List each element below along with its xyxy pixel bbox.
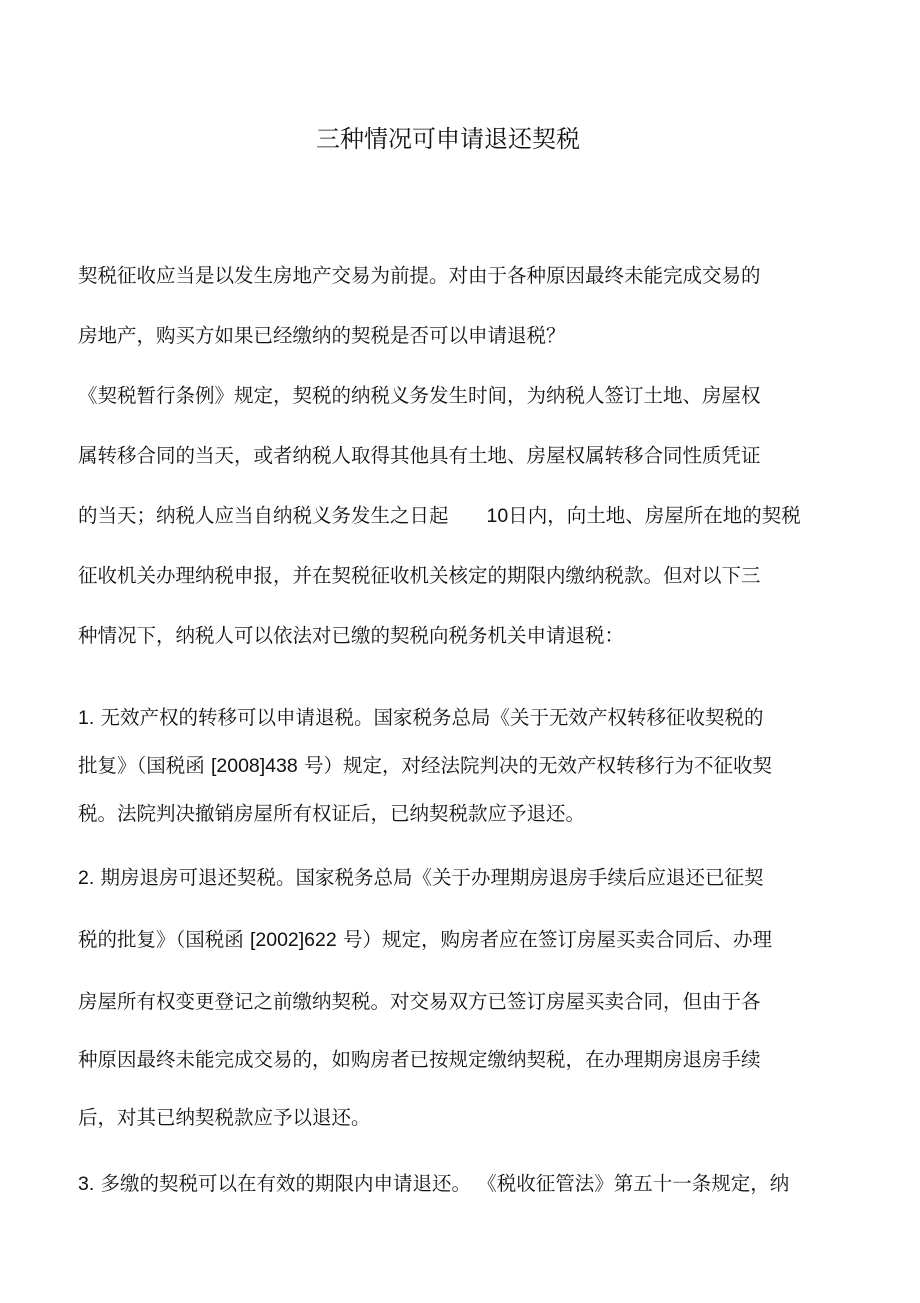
item-2-line-4: 种原因最终未能完成交易的，如购房者已按规定缴纳契税，在办理期房退房手续 — [78, 1048, 761, 1071]
regulation-line-3-text-b: 日内，向土地、房屋所在地的契税 — [508, 504, 801, 527]
regulation-line-3-text-a: 的当天；纳税人应当自纳税义务发生之日起 — [78, 504, 449, 527]
item-3-number: 3. — [78, 1173, 95, 1195]
intro-line-2: 房地产，购买方如果已经缴纳的契税是否可以申请退税？ — [78, 324, 566, 347]
item-2-line-2-text-b: 号）规定，购房者应在签订房屋买卖合同后、办理 — [342, 928, 772, 951]
item-1-line-2-text-b: 号）规定，对经法院判决的无效产权转移行为不征收契 — [303, 754, 772, 777]
item-1-line-3: 税。法院判决撤销房屋所有权证后，已纳契税款应予退还。 — [78, 802, 586, 825]
regulation-line-3 — [78, 502, 801, 530]
regulation-days-number: 10 — [486, 505, 509, 527]
item-1-document-number: [2008]438 — [210, 755, 298, 777]
regulation-line-5: 种情况下，纳税人可以依法对已缴的契税向税务机关申请退税： — [78, 624, 625, 647]
item-2-number: 2. — [78, 867, 95, 889]
item-1-line-1-text: 无效产权的转移可以申请退税。国家税务总局《关于无效产权转移征收契税的 — [100, 706, 764, 729]
item-1-number: 1. — [78, 707, 95, 729]
regulation-line-2: 属转移合同的当天，或者纳税人取得其他具有土地、房屋权属转移合同性质凭证 — [78, 444, 761, 467]
item-2-line-1 — [78, 864, 763, 892]
item-1-line-2-text-a: 批复》（国税函 — [78, 754, 205, 777]
item-1-line-1 — [78, 704, 763, 732]
item-1-line-2 — [78, 752, 772, 780]
regulation-line-1: 《契税暂行条例》规定，契税的纳税义务发生时间，为纳税人签订土地、房屋权 — [78, 384, 761, 407]
item-3-line-1-text-b: 《税收征管法》第五十一条规定，纳 — [477, 1172, 790, 1195]
item-3-line-1-text-a: 多缴的契税可以在有效的期限内申请退还。 — [100, 1172, 471, 1195]
item-2-line-2 — [78, 926, 772, 954]
item-2-line-5: 后，对其已纳契税款应予以退还。 — [78, 1106, 371, 1129]
item-2-document-number: [2002]622 — [249, 929, 337, 951]
item-2-line-1-text: 期房退房可退还契税。国家税务总局《关于办理期房退房手续后应退还已征契 — [100, 866, 764, 889]
item-2-line-3: 房屋所有权变更登记之前缴纳契税。对交易双方已签订房屋买卖合同，但由于各 — [78, 990, 761, 1013]
document-title: 三种情况可申请退还契税 — [316, 125, 580, 153]
item-3-line-1 — [78, 1170, 789, 1198]
item-2-line-2-text-a: 税的批复》（国税函 — [78, 928, 244, 951]
regulation-line-4: 征收机关办理纳税申报，并在契税征收机关核定的期限内缴纳税款。但对以下三 — [78, 564, 761, 587]
intro-line-1: 契税征收应当是以发生房地产交易为前提。对由于各种原因最终未能完成交易的 — [78, 264, 761, 287]
